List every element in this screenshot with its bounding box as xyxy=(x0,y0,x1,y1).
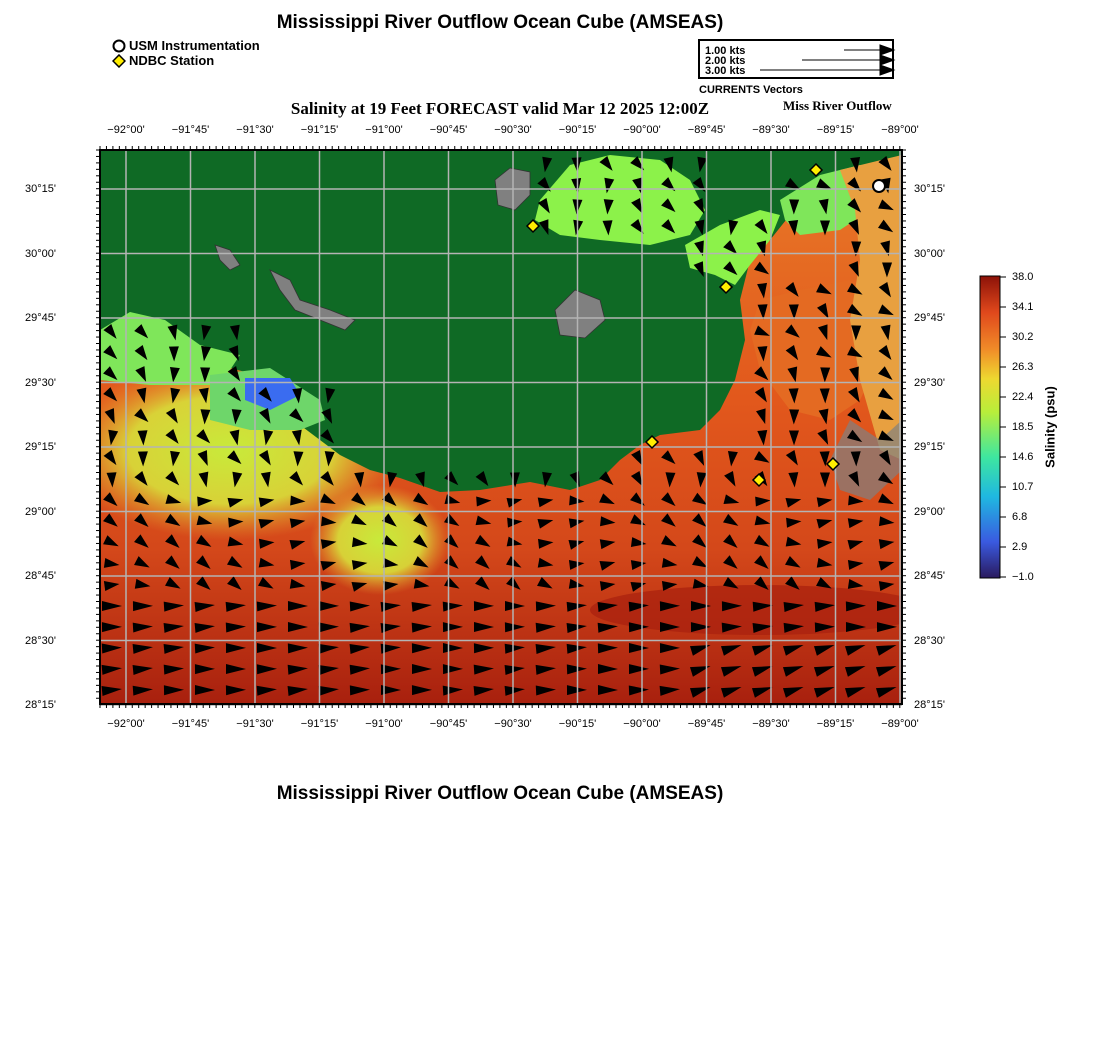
vector-row-2: 2.00 kts xyxy=(705,55,746,67)
colorbar-tick-label: 30.2 xyxy=(1012,331,1034,343)
lon-tick-label-top: −91°15' xyxy=(300,124,339,136)
lat-tick-label-right: 30°15' xyxy=(914,183,945,195)
map-subtitle: Salinity at 19 Feet FORECAST valid Mar 12 2025 12:00Z xyxy=(290,99,710,118)
lat-tick-label-right: 28°45' xyxy=(914,570,945,582)
colorbar-tick-label: 10.7 xyxy=(1012,481,1034,493)
lon-tick-label-top: −92°00' xyxy=(107,124,145,136)
lat-tick-label-right: 29°00' xyxy=(914,505,945,518)
vector-row-1: 1.00 kts xyxy=(705,45,746,57)
legend-ndbc-label: NDBC Station xyxy=(129,53,215,68)
region-label: Miss River Outflow xyxy=(783,98,892,113)
colorbar-tick-label: 38.0 xyxy=(1012,271,1034,283)
lon-tick-label-bottom: −89°15' xyxy=(816,718,855,730)
lon-tick-label-bottom: −91°15' xyxy=(300,718,339,730)
page-title-repeat: Mississippi River Outflow Ocean Cube (AMSEAS) xyxy=(276,783,724,804)
lat-tick-label-right: 28°15' xyxy=(914,699,945,711)
lon-tick-label-bottom: −90°15' xyxy=(558,718,597,730)
lon-tick-label-bottom: −91°00' xyxy=(365,718,403,730)
lat-tick-label-right: 28°30' xyxy=(914,634,945,647)
vector-caption: CURRENTS Vectors xyxy=(699,84,803,96)
lat-tick-label-left: 29°00' xyxy=(25,505,56,518)
lon-tick-label-top: −89°30' xyxy=(752,124,790,136)
lat-tick-label-left: 29°15' xyxy=(25,441,56,453)
lon-tick-label-top: −89°15' xyxy=(816,124,855,136)
colorbar xyxy=(978,272,1008,582)
colorbar-tick-label: 22.4 xyxy=(1012,391,1034,403)
lat-tick-label-right: 29°15' xyxy=(914,441,945,453)
lon-tick-label-bottom: −91°45' xyxy=(171,718,210,730)
lon-tick-label-top: −89°00' xyxy=(881,124,919,136)
lon-tick-label-top: −90°45' xyxy=(429,124,468,136)
lon-tick-label-bottom: −90°00' xyxy=(623,718,661,730)
lat-tick-label-left: 28°45' xyxy=(25,570,56,582)
lat-tick-label-left: 29°45' xyxy=(25,312,56,324)
colorbar-tick-label: −1.0 xyxy=(1012,571,1034,583)
lat-tick-label-left: 30°00' xyxy=(25,247,56,260)
page-title: Mississippi River Outflow Ocean Cube (AMSEAS) xyxy=(276,12,724,33)
colorbar-tick-label: 6.8 xyxy=(1012,511,1028,523)
lon-tick-label-top: −90°15' xyxy=(558,124,597,136)
lon-tick-label-bottom: −90°45' xyxy=(429,718,468,730)
lon-tick-label-bottom: −92°00' xyxy=(107,718,145,730)
lon-tick-label-bottom: −90°30' xyxy=(494,718,532,730)
colorbar-tick-label: 34.1 xyxy=(1012,301,1034,313)
lon-tick-label-top: −91°45' xyxy=(171,124,210,136)
lat-tick-label-right: 29°45' xyxy=(914,312,945,324)
usm-station-marker xyxy=(873,180,885,192)
lon-tick-label-top: −91°30' xyxy=(236,124,274,136)
lon-tick-label-top: −90°00' xyxy=(623,124,661,136)
vector-row-3: 3.00 kts xyxy=(705,65,746,77)
lon-tick-label-bottom: −89°45' xyxy=(687,718,726,730)
lon-tick-label-bottom: −89°00' xyxy=(881,718,919,730)
colorbar-tick-label: 18.5 xyxy=(1012,421,1034,433)
lon-tick-label-top: −91°00' xyxy=(365,124,403,136)
lat-tick-label-right: 29°30' xyxy=(914,376,945,389)
lon-tick-label-bottom: −89°30' xyxy=(752,718,790,730)
lon-tick-label-bottom: −91°30' xyxy=(236,718,274,730)
lon-tick-label-top: −90°30' xyxy=(494,124,532,136)
lat-tick-label-left: 30°15' xyxy=(25,183,56,195)
colorbar-title: Salinity (psu) xyxy=(1042,386,1058,468)
lat-tick-label-left: 28°30' xyxy=(25,634,56,647)
lat-tick-label-right: 30°00' xyxy=(914,247,945,260)
colorbar-tick-label: 14.6 xyxy=(1012,451,1034,463)
lat-tick-label-left: 29°30' xyxy=(25,376,56,389)
colorbar-tick-label: 26.3 xyxy=(1012,361,1034,373)
lat-tick-label-left: 28°15' xyxy=(25,699,56,711)
legend-usm-label: USM Instrumentation xyxy=(129,38,260,53)
lon-tick-label-top: −89°45' xyxy=(687,124,726,136)
colorbar-tick-label: 2.9 xyxy=(1012,541,1028,553)
